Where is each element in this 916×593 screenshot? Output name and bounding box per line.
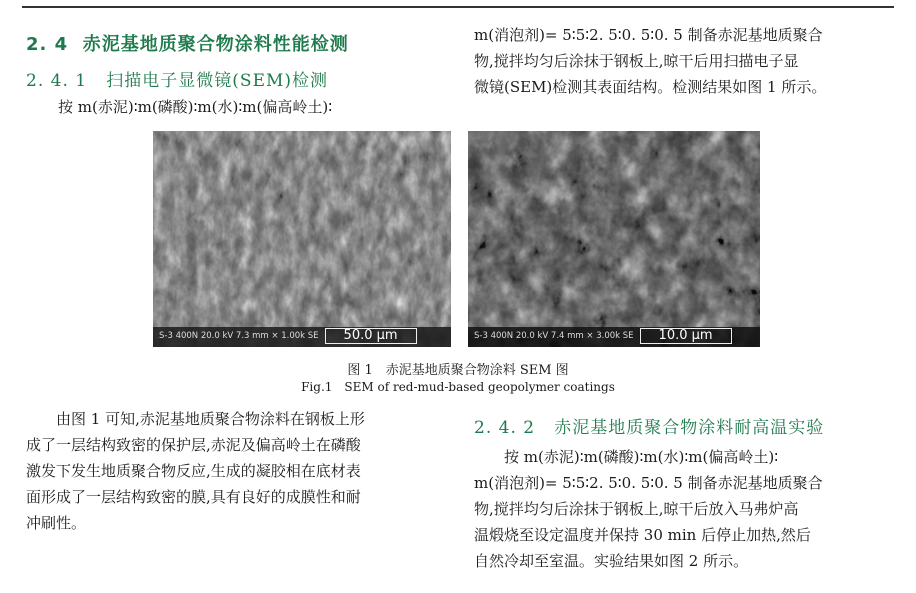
figure-caption-en: Fig.1 SEM of red-mud-based geopolymer coatings (301, 380, 615, 394)
sem-texture-left (153, 131, 451, 347)
text-line: m(消泡剂)= 5∶5∶2. 5∶0. 5∶0. 5 制备赤泥基地质聚合 (474, 474, 823, 492)
subsection-heading-2-4-1 (26, 66, 328, 91)
subsection-title: 扫描电子显微镜(SEM)检测 (106, 71, 329, 91)
sem-meta-left: S-3 400N 20.0 kV 7.3 mm × 1.00k SE (159, 331, 319, 341)
sem-scalebar-left (153, 328, 451, 344)
top-rule (22, 6, 894, 8)
text-line: 微镜(SEM)检测其表面结构。检测结果如图 1 所示。 (474, 78, 827, 96)
text-line: 自然冷却至室温。实验结果如图 2 所示。 (474, 552, 749, 570)
sem-image-left (153, 131, 451, 347)
sem-scale-right: 10.0 μm (640, 328, 732, 344)
text-line: 由图 1 可知,赤泥基地质聚合物涂料在钢板上形 (56, 410, 365, 428)
text-line: 激发下发生地质聚合物反应,生成的凝胶相在底材表 (26, 462, 361, 480)
section-title: 赤泥基地质聚合物涂料性能检测 (82, 34, 349, 55)
section-heading-2-4 (26, 30, 349, 56)
subsection-title: 赤泥基地质聚合物涂料耐高温实验 (554, 418, 825, 438)
sem-meta-right: S-3 400N 20.0 kV 7.4 mm × 3.00k SE (474, 331, 634, 341)
subsection-heading-2-4-2 (474, 413, 824, 438)
text-line: 按 m(赤泥)∶m(磷酸)∶m(水)∶m(偏高岭土)∶ (58, 98, 333, 116)
text-line: m(消泡剂)= 5∶5∶2. 5∶0. 5∶0. 5 制备赤泥基地质聚合 (474, 26, 823, 44)
left-intro-text (58, 94, 458, 120)
section-number: 2. 4 (26, 34, 69, 55)
right-top-paragraph (474, 22, 894, 100)
sem-image-right (468, 131, 760, 347)
subsection-number: 2. 4. 2 (474, 418, 536, 438)
sem-scalebar-right (468, 328, 760, 344)
text-line: 按 m(赤泥)∶m(磷酸)∶m(水)∶m(偏高岭土)∶ (504, 448, 779, 466)
text-line: 温煅烧至设定温度并保持 30 min 后停止加热,然后 (474, 526, 811, 544)
text-line: 物,搅拌均匀后涂抹于钢板上,晾干后放入马弗炉高 (474, 500, 799, 518)
right-body-paragraph (474, 444, 894, 574)
sem-texture-right (468, 131, 760, 347)
text-line: 面形成了一层结构致密的膜,具有良好的成膜性和耐 (26, 488, 361, 506)
left-body-paragraph (26, 406, 456, 536)
text-line: 物,搅拌均匀后涂抹于钢板上,晾干后用扫描电子显 (474, 52, 799, 70)
sem-scale-left: 50.0 μm (325, 328, 417, 344)
text-line: 冲刷性。 (26, 514, 87, 532)
text-line: 成了一层结构致密的保护层,赤泥及偏高岭土在磷酸 (26, 436, 361, 454)
figure-caption-cn: 图 1 赤泥基地质聚合物涂料 SEM 图 (347, 363, 569, 378)
subsection-number: 2. 4. 1 (26, 71, 88, 91)
